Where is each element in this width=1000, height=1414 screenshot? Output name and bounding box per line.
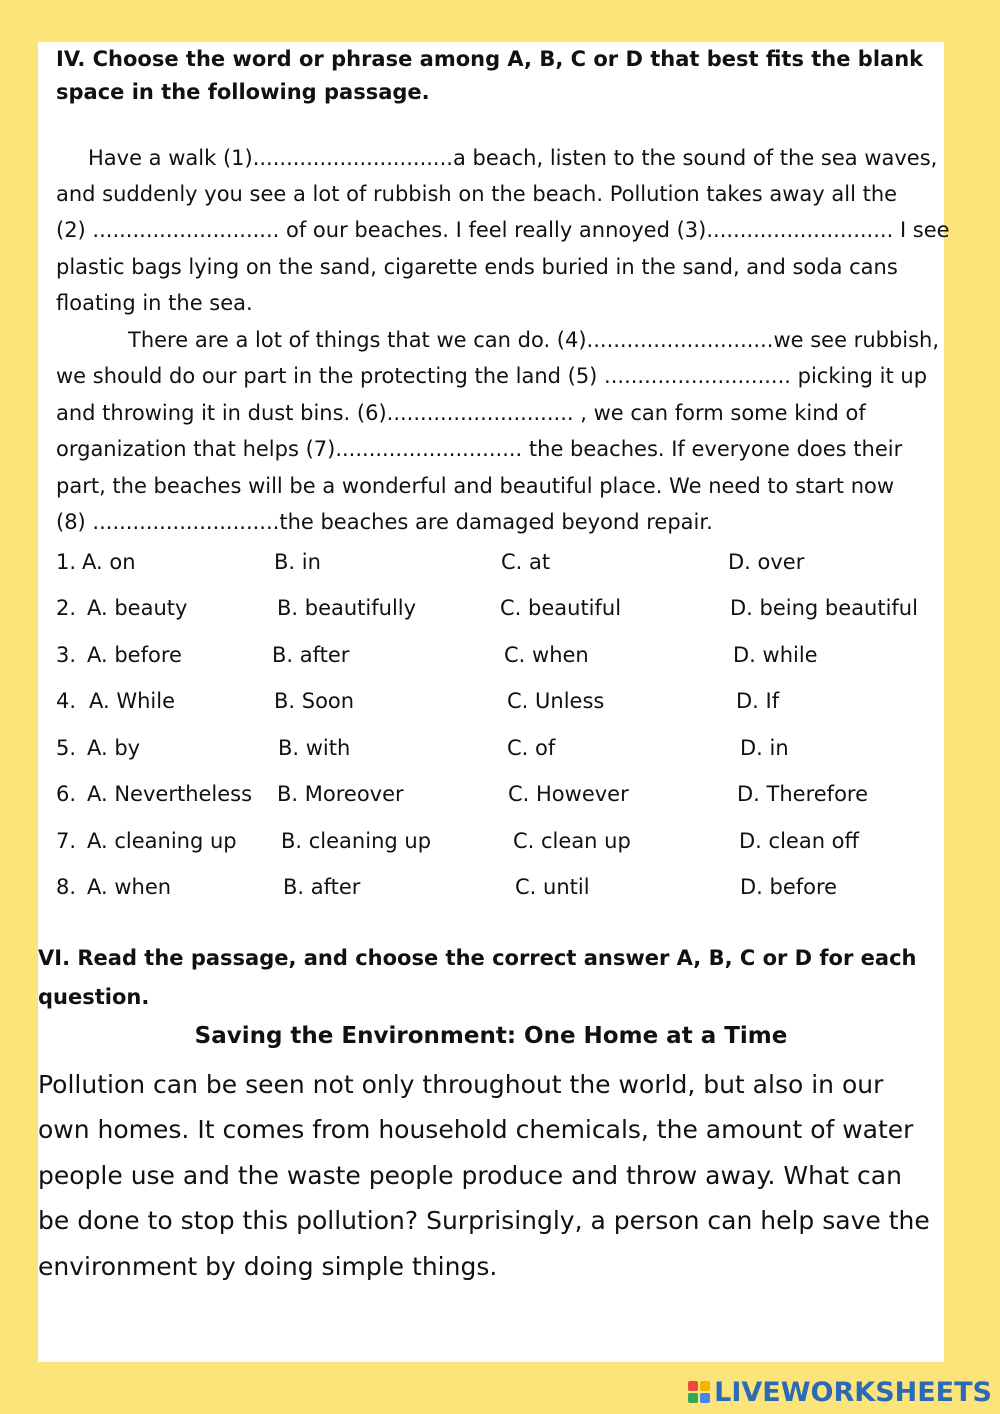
passage-line: part, the beaches will be a wonderful and beautiful place. We need to start now (56, 474, 895, 498)
option-b[interactable]: B. after (272, 643, 350, 667)
option-c[interactable]: C. when (504, 643, 589, 667)
option-c[interactable]: C. until (515, 875, 590, 899)
passage-line: we should do our part in the protecting the land (5) ............................ picking it up (56, 364, 928, 388)
option-a[interactable]: A. Nevertheless (87, 782, 253, 806)
worksheet-page (38, 42, 950, 1362)
passage-line: floating in the sea. (56, 291, 253, 315)
passage-title: Saving the Environment: One Home at a Time (194, 1023, 788, 1049)
passage-line: be done to stop this pollution? Surprisingly, a person can help save the (38, 1206, 930, 1235)
passage-line: (8) ............................the beaches are damaged beyond repair. (56, 510, 713, 534)
question-number: 8. (56, 875, 77, 899)
brand-name: LIVEWORKSHEETS (714, 1376, 992, 1408)
option-b[interactable]: B. beautifully (277, 596, 417, 620)
question-number: 4. (56, 689, 77, 713)
option-d[interactable]: D. Therefore (737, 782, 869, 806)
option-b[interactable]: B. cleaning up (281, 829, 432, 853)
liveworksheets-logo[interactable] (688, 1376, 992, 1408)
question-number: 2. (56, 596, 77, 620)
option-a[interactable]: A. when (87, 875, 172, 899)
section-4-heading-line-2: space in the following passage. (56, 80, 430, 104)
passage-line: Pollution can be seen not only throughout the world, but also in our (38, 1070, 884, 1099)
passage-line: plastic bags lying on the sand, cigarette ends buried in the sand, and soda cans (56, 255, 898, 279)
option-d[interactable]: D. over (728, 550, 805, 574)
option-a[interactable]: A. beauty (87, 596, 188, 620)
option-b[interactable]: B. in (274, 550, 321, 574)
option-b[interactable]: B. with (278, 736, 351, 760)
question-number: 7. (56, 829, 77, 853)
option-b[interactable]: B. Moreover (277, 782, 404, 806)
passage-line: own homes. It comes from household chemicals, the amount of water (38, 1115, 914, 1144)
option-d[interactable]: D. clean off (739, 829, 859, 853)
option-d[interactable]: D. If (736, 689, 780, 713)
logo-square (700, 1393, 710, 1403)
question-number: 5. (56, 736, 77, 760)
passage-line: (2) ............................ of our beaches. I feel really annoyed (3)............................ I see (56, 218, 950, 242)
passage-line: There are a lot of things that we can do. (4)............................we see rubbish, (128, 328, 940, 352)
option-d[interactable]: D. being beautiful (730, 596, 918, 620)
passage-line: people use and the waste people produce and throw away. What can (38, 1161, 902, 1190)
option-d[interactable]: D. while (733, 643, 818, 667)
logo-grid-icon (688, 1381, 710, 1403)
option-a[interactable]: A. cleaning up (87, 829, 237, 853)
logo-square (688, 1381, 698, 1391)
option-d[interactable]: D. before (740, 875, 838, 899)
option-c[interactable]: C. Unless (507, 689, 605, 713)
option-c[interactable]: C. beautiful (500, 596, 622, 620)
logo-square (700, 1381, 710, 1391)
option-a[interactable]: A. by (87, 736, 141, 760)
passage-line: and throwing it in dust bins. (6)............................ , we can form some kind of (56, 401, 866, 425)
option-c[interactable]: C. clean up (513, 829, 631, 853)
option-a[interactable]: A. on (82, 550, 136, 574)
passage-line: Have a walk (1)..............................a beach, listen to the sound of the sea waves, (88, 146, 938, 170)
question-number: 1. (56, 550, 77, 574)
passage-line: and suddenly you see a lot of rubbish on the beach. Pollution takes away all the (56, 182, 898, 206)
option-b[interactable]: B. after (283, 875, 361, 899)
option-c[interactable]: C. at (501, 550, 551, 574)
question-number: 3. (56, 643, 77, 667)
section-6-heading-line-1: VI. Read the passage, and choose the correct answer A, B, C or D for each (38, 946, 917, 970)
option-a[interactable]: A. While (89, 689, 176, 713)
option-c[interactable]: C. However (508, 782, 629, 806)
section-6-heading-line-2: question. (38, 985, 150, 1009)
logo-square (688, 1393, 698, 1403)
option-c[interactable]: C. of (507, 736, 556, 760)
option-d[interactable]: D. in (740, 736, 789, 760)
passage-line: environment by doing simple things. (38, 1252, 498, 1281)
section-4-heading-line-1: IV. Choose the word or phrase among A, B, C or D that best fits the blank (56, 47, 924, 71)
question-number: 6. (56, 782, 77, 806)
passage-line: organization that helps (7)............................ the beaches. If everyone does their (56, 437, 903, 461)
option-a[interactable]: A. before (87, 643, 182, 667)
option-b[interactable]: B. Soon (274, 689, 355, 713)
